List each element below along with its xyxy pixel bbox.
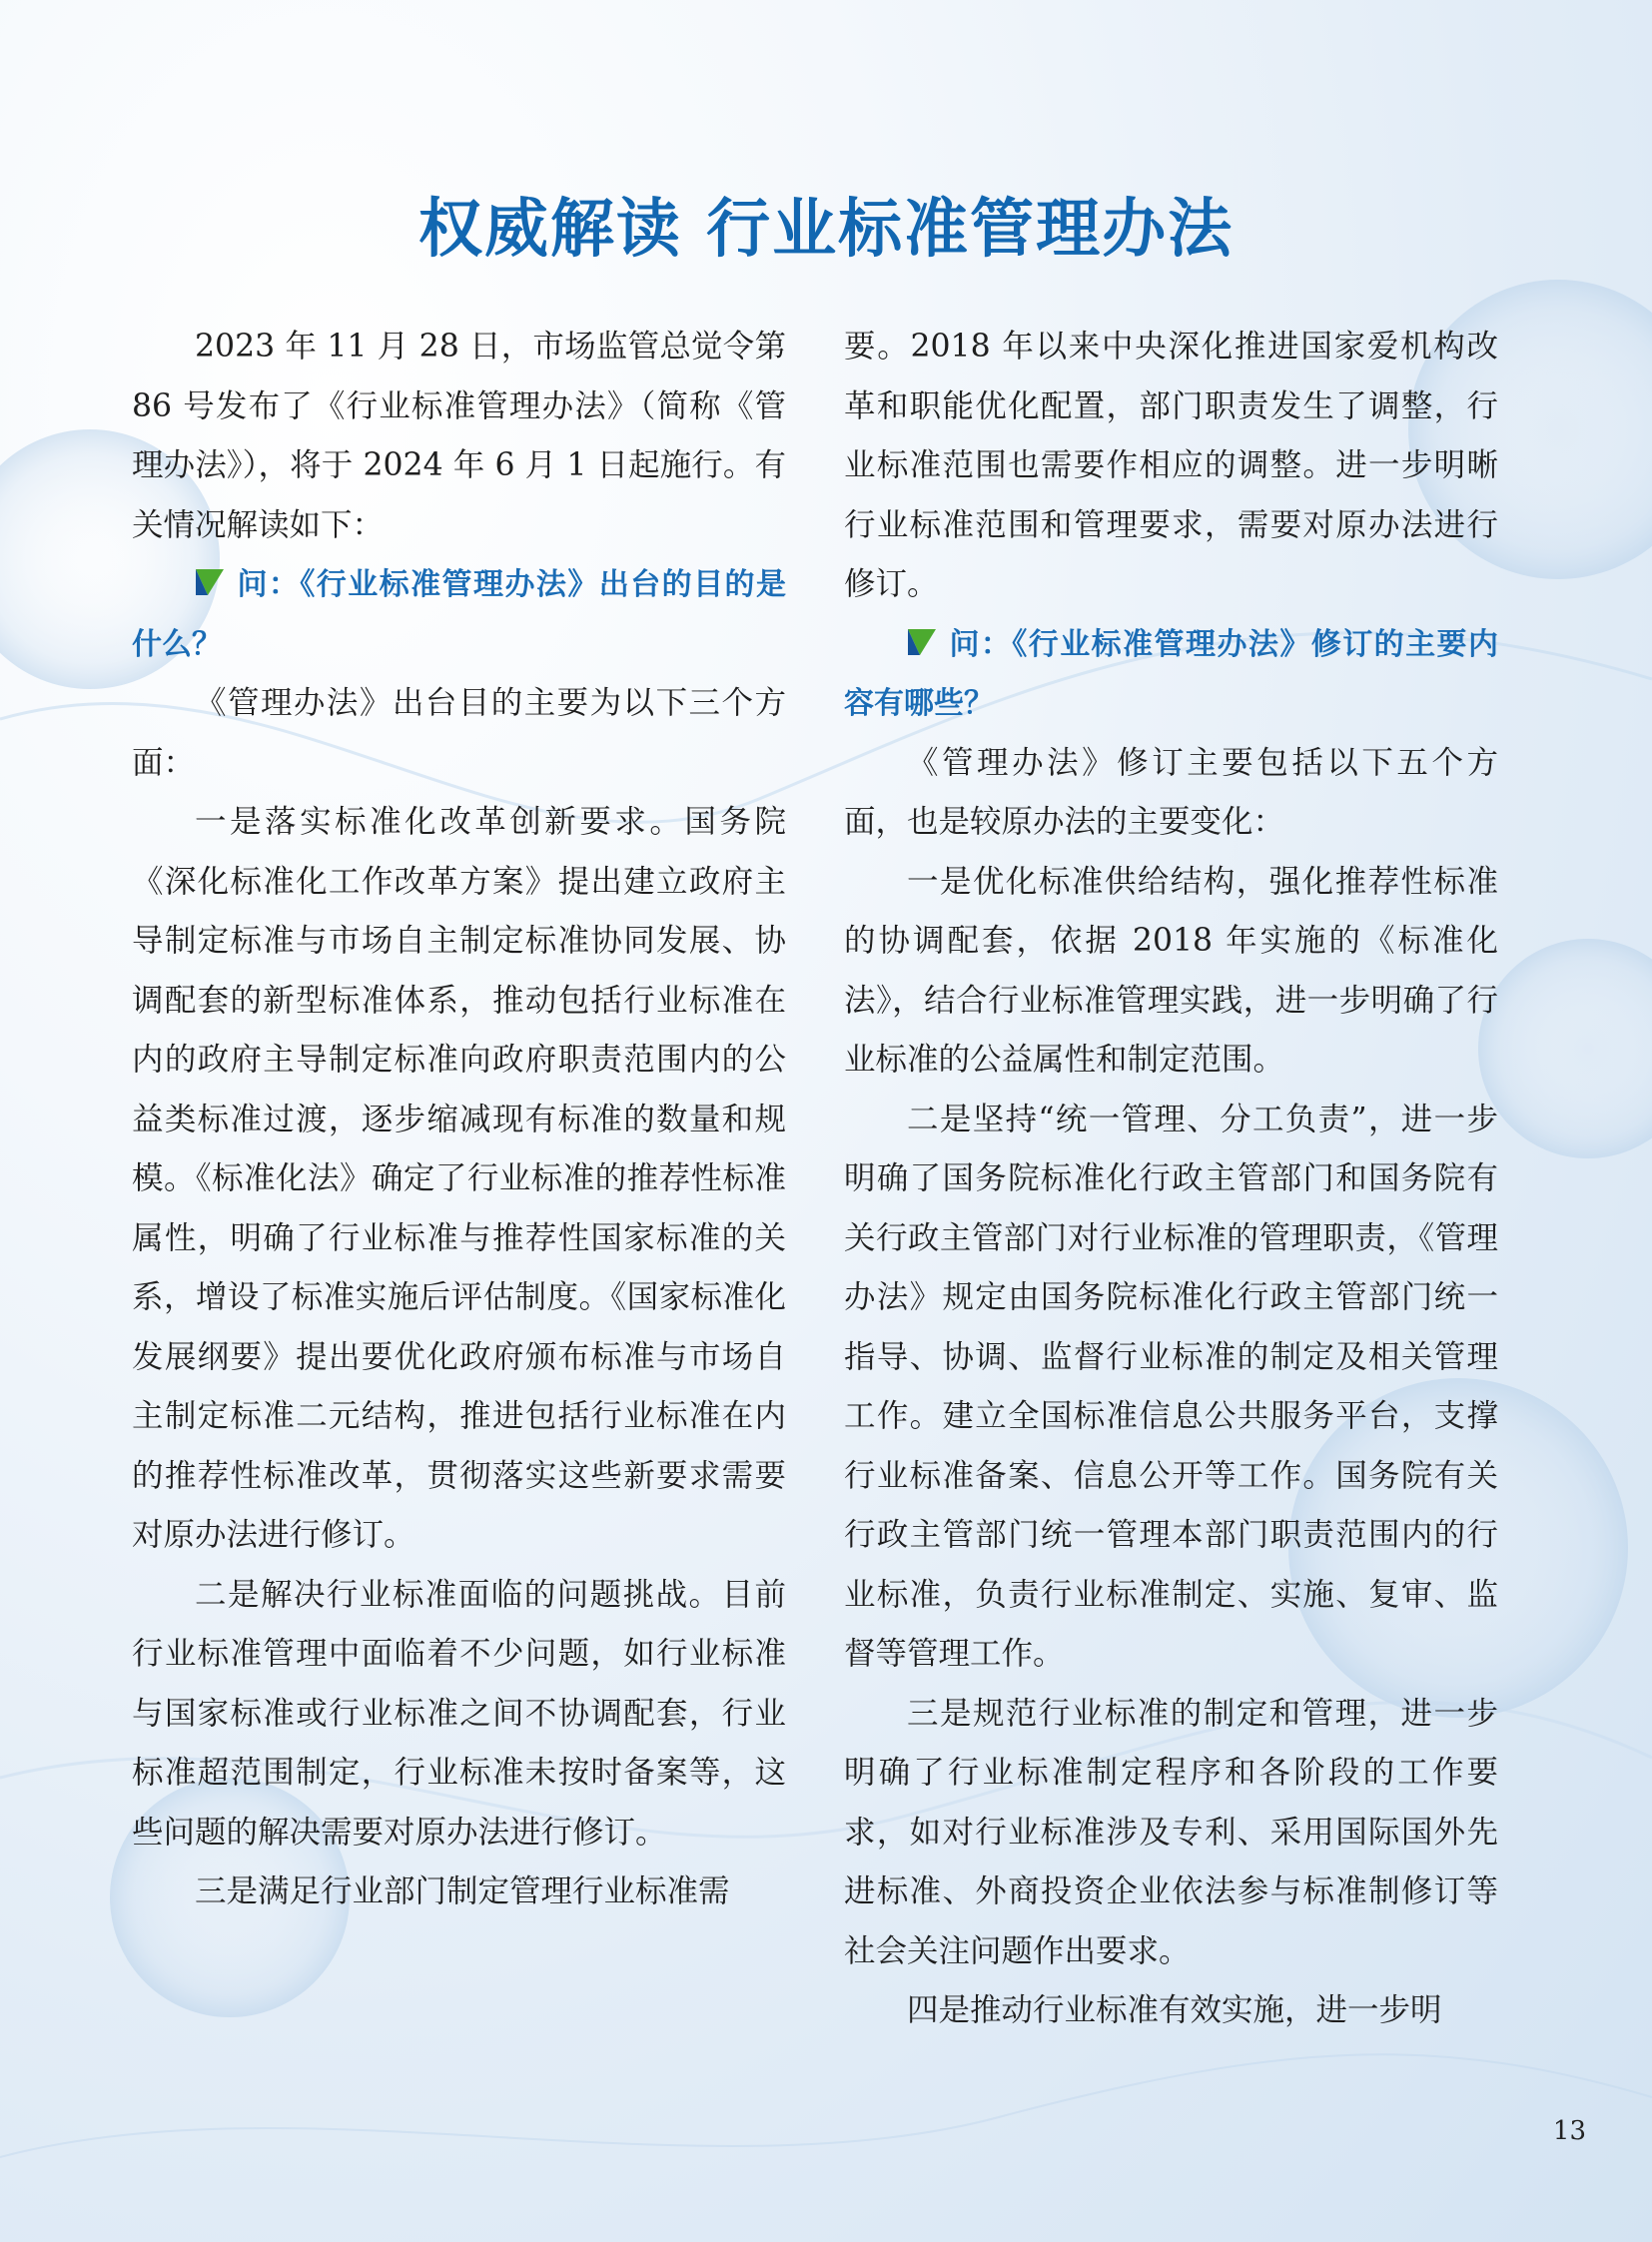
green-blue-triangle-icon: [192, 567, 226, 597]
question-1-text: 问：《行业标准管理办法》出台的目的是什么？: [132, 567, 786, 662]
answer-1-point-1: 一是落实标准化改革创新要求。国务院《深化标准化工作改革方案》提出建立政府主导制定标准与市场自主制定标准协同发展、协调配套的新型标准体系，推动包括行业标准在内的政府主导制定标准向政府职责范围内的公益类标准过渡，逐步缩减现有标准的数量和规模。《标准化法》确定了行业标准的推荐性标准属性，明确了行业标准与推荐性国家标准的关系，增设了标准实施后评估制度。《国家标准化发展纲要》提出要优化政府颁布标准与市场自主制定标准二元结构，推进包括行业标准在内的推荐性标准改革，贯彻落实这些新要求需要对原办法进行修订。: [132, 804, 786, 1553]
answer-1-point-3-start: 三是满足行业部门制定管理行业标准需: [195, 1873, 730, 1909]
question-2-text: 问：《行业标准管理办法》修订的主要内容有哪些？: [844, 626, 1498, 721]
page-title: 权威解读 行业标准管理办法: [417, 193, 1235, 267]
answer-2-point-3: 三是规范行业标准的制定和管理，进一步明确了行业标准制定程序和各阶段的工作要求，如对行业标准涉及专利、采用国际国外先进标准、外商投资企业依法参与标准制修订等社会关注问题作出要求。: [844, 1695, 1498, 1969]
answer-2-point-1: 一是优化标准供给结构，强化推荐性标准的协调配套，依据 2018 年实施的《标准化法》，结合行业标准管理实践，进一步明确了行业标准的公益属性和制定范围。: [844, 863, 1498, 1078]
page-number: 13: [1552, 2116, 1586, 2146]
intro-paragraph: 2023 年 11 月 28 日，市场监管总觉令第 86 号发布了《行业标准管理办法》（简称《管理办法》），将于 2024 年 6 月 1 日起施行。有关情况解读如下：: [132, 329, 786, 543]
answer-2-point-2: 二是坚持“统一管理、分工负责”，进一步明确了国务院标准化行政主管部门和国务院有关行政主管部门对行业标准的管理职责，《管理办法》规定由国务院标准化行政主管部门统一指导、协调、监督行业标准的制定及相关管理工作。建立全国标准信息公共服务平台，支撑行业标准备案、信息公开等工作。国务院有关行政主管部门统一管理本部门职责范围内的行业标准，负责行业标准制定、实施、复审、监督等管理工作。: [844, 1101, 1498, 1672]
question-1: [132, 555, 786, 674]
right-column: [844, 318, 1498, 2041]
question-2: [844, 615, 1498, 734]
answer-1-point-3-continued: 要。2018 年以来中央深化推进国家爱机构改革和职能优化配置，部门职责发生了调整，行业标准范围也需要作相应的调整。进一步明晰行业标准范围和管理要求，需要对原办法进行修订。: [844, 329, 1498, 602]
green-blue-triangle-icon: [904, 627, 938, 657]
left-column: [132, 318, 786, 1922]
answer-1-point-2: 二是解决行业标准面临的问题挑战。目前行业标准管理中面临着不少问题，如行业标准与国家标准或行业标准之间不协调配套，行业标准超范围制定，行业标准未按时备案等，这些问题的解决需要对原办法进行修订。: [132, 1576, 786, 1851]
answer-2-point-4-start: 四是推动行业标准有效实施，进一步明: [907, 1992, 1442, 2028]
answer-2-intro: 《管理办法》修订主要包括以下五个方面，也是较原办法的主要变化：: [844, 744, 1498, 840]
answer-1-intro: 《管理办法》出台目的主要为以下三个方面：: [132, 685, 786, 781]
